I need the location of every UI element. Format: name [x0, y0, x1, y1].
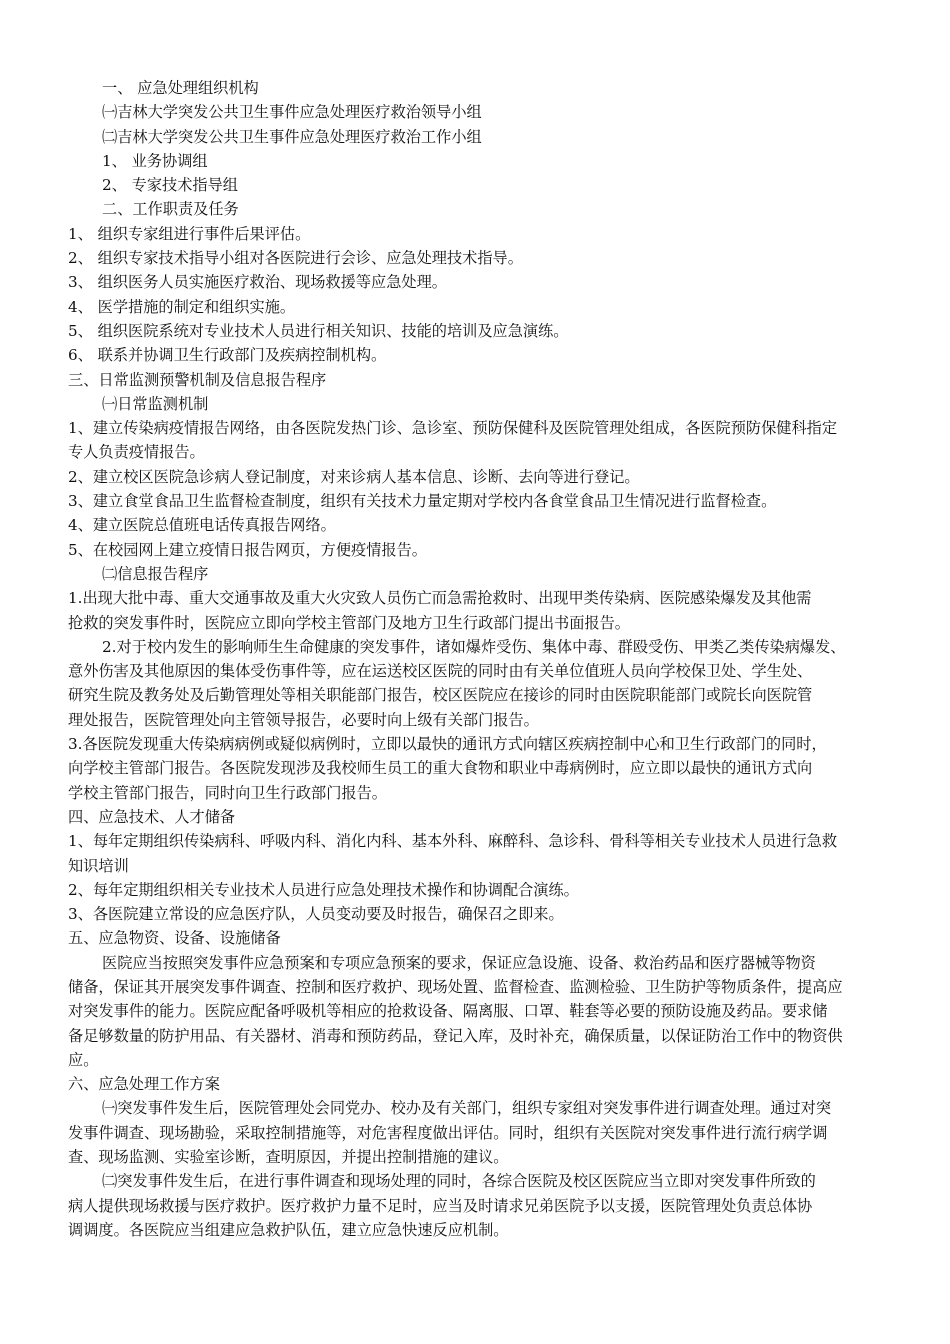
- text-line: 储备，保证其开展突发事件调查、控制和医疗救护、现场处置、监督检查、监测检验、卫生防护等物质条件，提高应: [68, 977, 843, 996]
- text-line: ㈡吉林大学突发公共卫生事件应急处理医疗救治工作小组: [102, 127, 482, 146]
- text-line: 四、应急技术、人才储备: [68, 807, 236, 826]
- text-line: ㈠日常监测机制: [102, 394, 209, 413]
- text-line: 2、每年定期组织相关专业技术人员进行应急处理技术操作和协调配合演练。: [68, 880, 579, 899]
- text-line: ㈠突发事件发生后，医院管理处会同党办、校办及有关部门，组织专家组对突发事件进行调查处理。通过对突: [102, 1099, 831, 1118]
- text-line: 5、在校园网上建立疫情日报告网页，方便疫情报告。: [68, 540, 427, 559]
- text-line: 3、 组织医务人员实施医疗救治、现场救援等应急处理。: [68, 273, 447, 292]
- text-line: 医院应当按照突发事件应急预案和专项应急预案的要求，保证应急设施、设备、救治药品和医疗器械等物资: [102, 953, 816, 972]
- text-line: 病人提供现场救援与医疗救护。医疗救护力量不足时，应当及时请求兄弟医院予以支援，医院管理处负责总体协: [68, 1196, 813, 1215]
- text-line: 对突发事件的能力。医院应配备呼吸机等相应的抢救设备、隔离服、口罩、鞋套等必要的预防设施及药品。要求储: [68, 1002, 828, 1021]
- text-line: 理处报告，医院管理处向主管领导报告，必要时向上级有关部门报告。: [68, 710, 539, 729]
- text-line: 知识培训: [68, 856, 129, 875]
- text-line: ㈡突发事件发生后，在进行事件调查和现场处理的同时，各综合医院及校区医院应当立即对突发事件所致的: [102, 1172, 816, 1191]
- text-line: 1、 业务协调组: [102, 151, 208, 170]
- text-line: 二、工作职责及任务: [102, 200, 239, 219]
- text-line: 2、建立校区医院急诊病人登记制度，对来诊病人基本信息、诊断、去向等进行登记。: [68, 467, 640, 486]
- text-line: 学校主管部门报告，同时向卫生行政部门报告。: [68, 783, 387, 802]
- text-line: 抢救的突发事件时，医院应立即向学校主管部门及地方卫生行政部门提出书面报告。: [68, 613, 630, 632]
- text-line: 1、建立传染病疫情报告网络，由各医院发热门诊、急诊室、预防保健科及医院管理处组成，各医院预防保健科指定: [68, 419, 838, 438]
- text-line: 查、现场监测、实验室诊断，查明原因，并提出控制措施的建议。: [68, 1148, 509, 1167]
- text-line: ㈡信息报告程序: [102, 564, 209, 583]
- text-line: 发事件调查、现场勘验，采取控制措施等，对危害程度做出评估。同时，组织有关医院对突发事件进行流行病学调: [68, 1123, 828, 1142]
- text-line: 4、 医学措施的制定和组织实施。: [68, 297, 296, 316]
- text-line: 向学校主管部门报告。各医院发现涉及我校师生员工的重大食物和职业中毒病例时，应立即以最快的通讯方式向: [68, 759, 813, 778]
- text-line: 一、 应急处理组织机构: [102, 79, 259, 97]
- text-line: 3.各医院发现重大传染病病例或疑似病例时，立即以最快的通讯方式向辖区疾病控制中心和卫生行政部门的同时，: [68, 735, 827, 754]
- text-line: 调调度。各医院应当组建应急救护队伍，建立应急快速反应机制。: [68, 1220, 509, 1239]
- text-line: 1、每年定期组织传染病科、呼吸内科、消化内科、基本外科、麻醉科、急诊科、骨科等相关专业技术人员进行急救: [68, 832, 838, 851]
- text-line: 备足够数量的防护用品、有关器材、消毒和预防药品，登记入库，及时补充，确保质量，以保证防治工作中的物资供: [68, 1026, 843, 1045]
- text-line: 2.对于校内发生的影响师生生命健康的突发事件，诸如爆炸受伤、集体中毒、群殴受伤、甲类乙类传染病爆发、: [102, 637, 846, 656]
- text-line: 应。: [68, 1050, 99, 1069]
- text-line: 3、各医院建立常设的应急医疗队，人员变动要及时报告，确保召之即来。: [68, 905, 564, 924]
- text-line: 1、 组织专家组进行事件后果评估。: [68, 224, 311, 243]
- text-line: 六、应急处理工作方案: [68, 1075, 220, 1094]
- text-line: 2、 专家技术指导组: [102, 176, 238, 195]
- text-line: 6、 联系并协调卫生行政部门及疾病控制机构。: [68, 346, 387, 365]
- text-line: 2、 组织专家技术指导小组对各医院进行会诊、应急处理技术指导。: [68, 249, 523, 268]
- text-line: 意外伤害及其他原因的集体受伤事件等，应在运送校区医院的同时由有关单位值班人员向学校保卫处、学生处、: [68, 662, 813, 681]
- text-line: 研究生院及教务处及后勤管理处等相关职能部门报告，校区医院应在接诊的同时由医院职能部门或院长向医院管: [68, 686, 813, 705]
- text-line: 3、建立食堂食品卫生监督检查制度，组织有关技术力量定期对学校内各食堂食品卫生情况进行监督检查。: [68, 492, 777, 511]
- text-line: 三、日常监测预警机制及信息报告程序: [68, 370, 327, 389]
- text-line: 4、建立医院总值班电话传真报告网络。: [68, 516, 336, 535]
- document-body: [68, 76, 888, 1242]
- text-line: 五、应急物资、设备、设施储备: [68, 929, 281, 948]
- text-line: 1.出现大批中毒、重大交通事故及重大火灾致人员伤亡而急需抢救时、出现甲类传染病、医院感染爆发及其他需: [68, 589, 812, 608]
- text-line: 5、 组织医院系统对专业技术人员进行相关知识、技能的培训及应急演练。: [68, 321, 569, 340]
- text-line: ㈠吉林大学突发公共卫生事件应急处理医疗救治领导小组: [102, 103, 482, 122]
- text-line: 专人负责疫情报告。: [68, 443, 205, 462]
